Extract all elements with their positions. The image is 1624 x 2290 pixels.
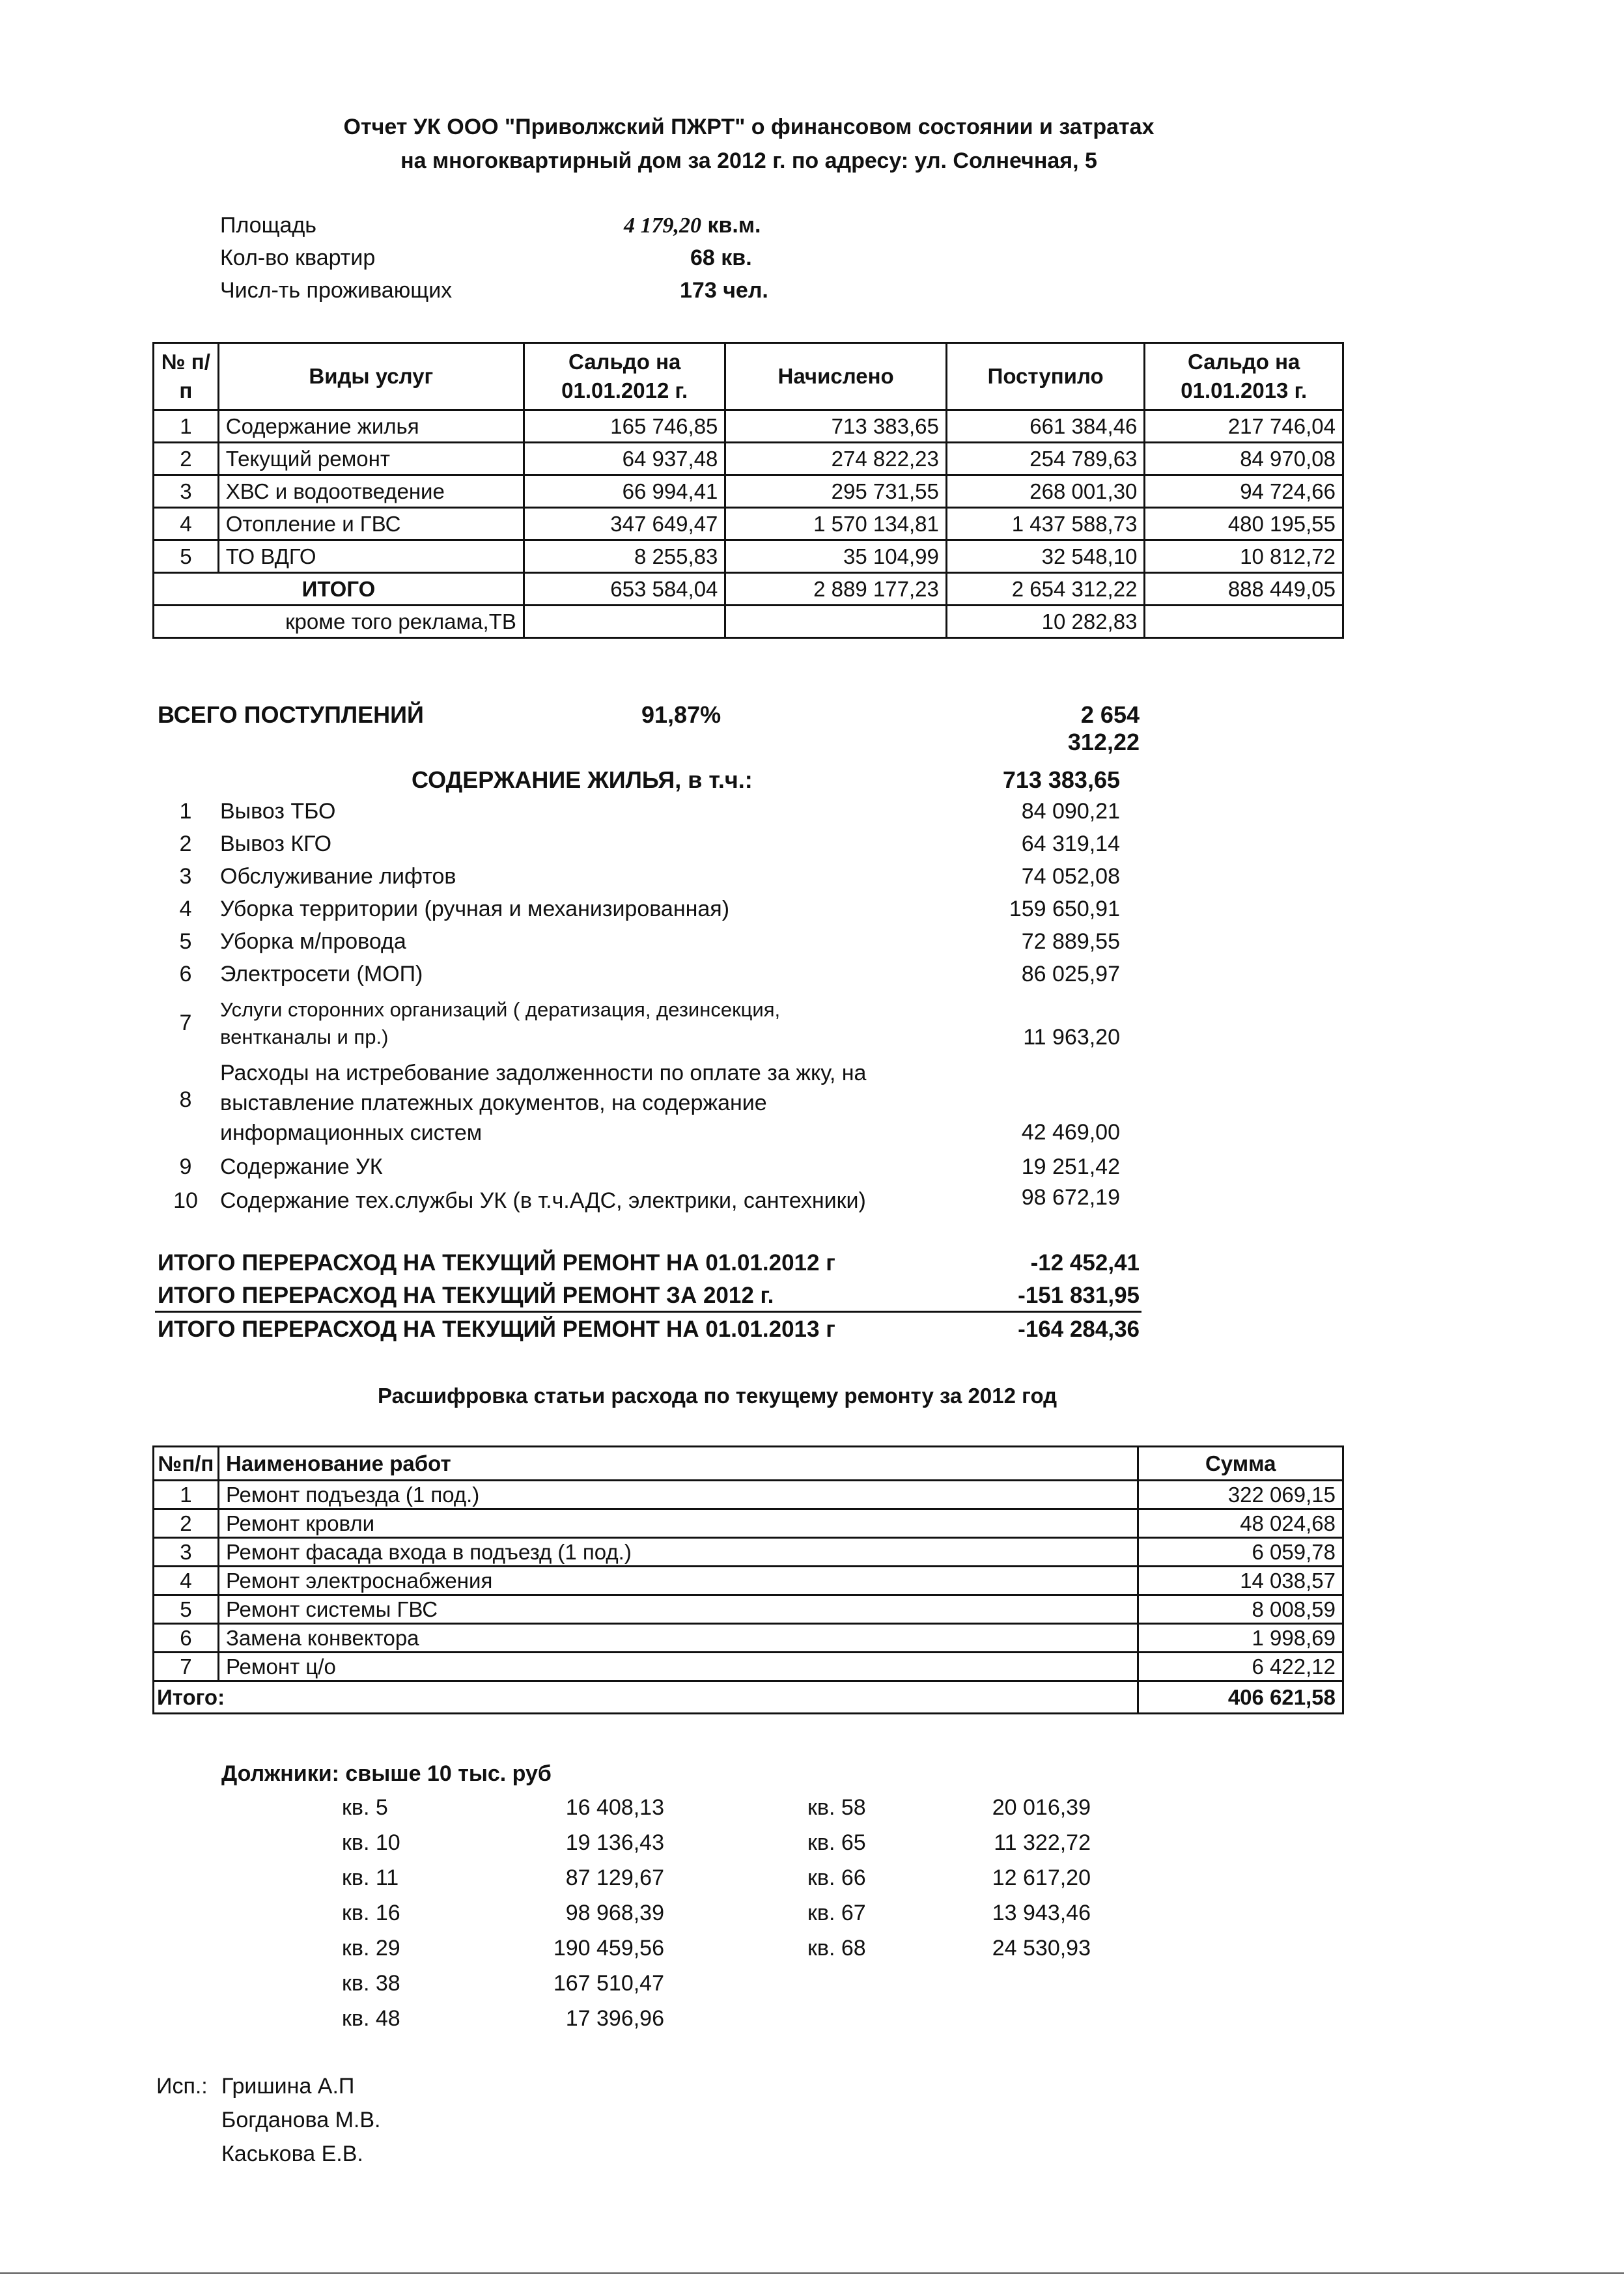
item-number: 7 — [179, 1011, 192, 1035]
total-balance-2012: 653 584,04 — [524, 573, 725, 606]
debtor-apartment: кв. 58 — [807, 1795, 866, 1820]
item-number: 1 — [179, 799, 192, 824]
debtor-apartment: кв. 38 — [342, 1971, 400, 1996]
item-amount: 98 672,19 — [1021, 1185, 1120, 1210]
row-number: 6 — [154, 1624, 219, 1653]
advertising-received: 10 282,83 — [946, 606, 1145, 638]
row-number: 2 — [154, 1509, 219, 1538]
item-name: Услуги сторонних организаций ( дератизация, дезинсекция, вентканалы и пр.) — [220, 998, 781, 1048]
table-row — [154, 475, 1343, 508]
advertising-label: кроме того реклама,ТВ — [154, 606, 524, 638]
charged: 274 822,23 — [725, 443, 946, 475]
debtor-amount: 190 459,56 — [553, 1936, 664, 1961]
balance-2013: 84 970,08 — [1145, 443, 1343, 475]
item-name: Содержание УК — [220, 1154, 383, 1179]
report-title-line1: Отчет УК ООО "Приволжский ПЖРТ" о финансовом состоянии и затратах — [343, 115, 1155, 139]
row-number: 3 — [154, 1538, 219, 1567]
row-number: 7 — [154, 1653, 219, 1681]
debtor-amount: 87 129,67 — [565, 1865, 664, 1890]
work-amount: 14 038,57 — [1138, 1567, 1343, 1595]
item-amount: 19 251,42 — [1021, 1154, 1120, 1179]
debtor-apartment: кв. 16 — [342, 1901, 400, 1925]
row-number: 4 — [154, 1567, 219, 1595]
received: 32 548,10 — [946, 540, 1145, 573]
item-name: Расходы на истребование задолженности по оплате за жку, на выставление платежных документов, на содержание информационных систем — [220, 1061, 867, 1145]
item-amount: 11 963,20 — [1023, 1025, 1120, 1050]
receipts-amount: 2 654 312,22 — [1067, 701, 1140, 755]
col-header-balance-2012: Сальдо на 01.01.2012 г. — [524, 343, 725, 410]
work-amount: 6 422,12 — [1138, 1653, 1343, 1681]
item-amount: 64 319,14 — [1021, 831, 1120, 856]
table-row — [154, 410, 1343, 443]
receipts-percent: 91,87% — [641, 701, 721, 728]
total-received: 2 654 312,22 — [946, 573, 1145, 606]
advertising-row — [154, 606, 1343, 638]
row-number: 1 — [154, 1481, 219, 1509]
charged: 713 383,65 — [725, 410, 946, 443]
table-row — [154, 1595, 1343, 1624]
col-header-number: № п/п — [154, 343, 219, 410]
service-name: Содержание жилья — [218, 410, 524, 443]
item-number: 4 — [179, 897, 192, 921]
repairs-header-row — [154, 1447, 1343, 1481]
table-row — [154, 540, 1343, 573]
service-name: ХВС и водоотведение — [218, 475, 524, 508]
col-header-number: №п/п — [154, 1447, 219, 1481]
debtor-apartment: кв. 5 — [342, 1795, 388, 1820]
balance-2012: 64 937,48 — [524, 443, 725, 475]
work-amount: 8 008,59 — [1138, 1595, 1343, 1624]
row-number: 5 — [154, 1595, 219, 1624]
executors-label: Исп.: — [156, 2074, 208, 2099]
table-row — [154, 1509, 1343, 1538]
overrun-amount: -164 284,36 — [1018, 1317, 1140, 1342]
received: 661 384,46 — [946, 410, 1145, 443]
area-value: 4 179,20 кв.м. — [624, 213, 761, 238]
residents-value: 173 чел. — [680, 278, 768, 303]
overrun-amount: -12 452,41 — [1030, 1250, 1140, 1276]
balance-2013: 10 812,72 — [1145, 540, 1343, 573]
col-header-received: Поступило — [946, 343, 1145, 410]
overrun-label: ИТОГО ПЕРЕРАСХОД НА ТЕКУЩИЙ РЕМОНТ НА 01.01.2013 г — [158, 1317, 835, 1342]
service-name: Текущий ремонт — [218, 443, 524, 475]
row-number: 2 — [154, 443, 219, 475]
received: 268 001,30 — [946, 475, 1145, 508]
debtor-amount: 16 408,13 — [565, 1795, 664, 1820]
empty-cell — [1145, 606, 1343, 638]
apartments-label: Кол-во квартир — [220, 245, 376, 270]
table-row — [154, 443, 1343, 475]
col-header-work-name: Наименование работ — [218, 1447, 1138, 1481]
debtor-apartment: кв. 10 — [342, 1830, 400, 1855]
maintenance-heading: СОДЕРЖАНИЕ ЖИЛЬЯ, в т.ч.: — [412, 766, 753, 793]
repairs-heading: Расшифровка статьи расхода по текущему ремонту за 2012 год — [378, 1384, 1057, 1408]
debtor-apartment: кв. 68 — [807, 1936, 866, 1961]
balance-2013: 94 724,66 — [1145, 475, 1343, 508]
charged: 1 570 134,81 — [725, 508, 946, 540]
item-number: 9 — [179, 1154, 192, 1179]
item-amount: 74 052,08 — [1021, 864, 1120, 889]
charged: 35 104,99 — [725, 540, 946, 573]
item-number: 6 — [179, 962, 192, 986]
empty-cell — [725, 606, 946, 638]
debtor-apartment: кв. 65 — [807, 1830, 866, 1855]
executor-name: Гришина А.П — [221, 2074, 355, 2099]
scan-edge-line — [0, 2272, 1624, 2274]
debtor-amount: 98 968,39 — [565, 1901, 664, 1925]
debtor-apartment: кв. 11 — [342, 1865, 399, 1890]
item-amount: 42 469,00 — [1021, 1120, 1120, 1145]
debtor-amount: 12 617,20 — [992, 1865, 1091, 1890]
balance-2012: 8 255,83 — [524, 540, 725, 573]
service-name: ТО ВДГО — [218, 540, 524, 573]
item-number: 5 — [179, 929, 192, 954]
item-amount: 72 889,55 — [1021, 929, 1120, 954]
item-number: 10 — [173, 1188, 198, 1213]
item-amount: 84 090,21 — [1021, 799, 1120, 824]
received: 254 789,63 — [946, 443, 1145, 475]
debtor-apartment: кв. 66 — [807, 1865, 866, 1890]
item-name: Уборка м/провода — [220, 929, 406, 954]
balance-2013: 480 195,55 — [1145, 508, 1343, 540]
debtor-apartment: кв. 67 — [807, 1901, 866, 1925]
debtor-amount: 13 943,46 — [992, 1901, 1091, 1925]
repairs-total-amount: 406 621,58 — [1138, 1681, 1343, 1714]
repairs-total-row — [154, 1681, 1343, 1714]
balance-2012: 347 649,47 — [524, 508, 725, 540]
total-balance-2013: 888 449,05 — [1145, 573, 1343, 606]
debtor-amount: 11 322,72 — [994, 1830, 1091, 1855]
charged: 295 731,55 — [725, 475, 946, 508]
debtors-heading: Должники: свыше 10 тыс. руб — [221, 1761, 552, 1786]
balance-2012: 66 994,41 — [524, 475, 725, 508]
debtor-amount: 20 016,39 — [992, 1795, 1091, 1820]
services-total-row — [154, 573, 1343, 606]
area-label: Площадь — [220, 213, 317, 238]
debtor-amount: 17 396,96 — [565, 2006, 664, 2031]
table-row — [154, 1481, 1343, 1509]
executor-name: Богданова М.В. — [221, 2108, 381, 2132]
work-name: Ремонт подъезда (1 под.) — [218, 1481, 1138, 1509]
repairs-table — [152, 1445, 1344, 1714]
report-title-line2: на многоквартирный дом за 2012 г. по адресу: ул. Солнечная, 5 — [400, 148, 1097, 173]
row-number: 3 — [154, 475, 219, 508]
item-name: Содержание тех.службы УК (в т.ч.АДС, электрики, сантехники) — [220, 1188, 866, 1213]
work-name: Ремонт ц/о — [218, 1653, 1138, 1681]
residents-label: Числ-ть проживающих — [220, 278, 453, 303]
work-name: Ремонт системы ГВС — [218, 1595, 1138, 1624]
col-header-amount: Сумма — [1138, 1447, 1343, 1481]
balance-2012: 165 746,85 — [524, 410, 725, 443]
table-row — [154, 1624, 1343, 1653]
table-row — [154, 1653, 1343, 1681]
work-name: Ремонт фасада входа в подъезд (1 под.) — [218, 1538, 1138, 1567]
work-amount: 1 998,69 — [1138, 1624, 1343, 1653]
table-row — [154, 1567, 1343, 1595]
overrun-label: ИТОГО ПЕРЕРАСХОД НА ТЕКУЩИЙ РЕМОНТ НА 01.01.2012 г — [158, 1250, 835, 1276]
work-name: Замена конвектора — [218, 1624, 1138, 1653]
debtor-apartment: кв. 29 — [342, 1936, 400, 1961]
work-amount: 6 059,78 — [1138, 1538, 1343, 1567]
service-name: Отопление и ГВС — [218, 508, 524, 540]
table-row — [154, 508, 1343, 540]
work-name: Ремонт кровли — [218, 1509, 1138, 1538]
item-number: 3 — [179, 864, 192, 889]
received: 1 437 588,73 — [946, 508, 1145, 540]
services-header-row — [154, 343, 1343, 410]
item-number: 8 — [179, 1087, 192, 1112]
executor-name: Каськова Е.В. — [221, 2142, 363, 2166]
item-amount: 86 025,97 — [1021, 962, 1120, 986]
work-amount: 48 024,68 — [1138, 1509, 1343, 1538]
col-header-balance-2013: Сальдо на 01.01.2013 г. — [1145, 343, 1343, 410]
debtor-amount: 19 136,43 — [565, 1830, 664, 1855]
work-name: Ремонт электроснабжения — [218, 1567, 1138, 1595]
item-number: 2 — [179, 831, 192, 856]
row-number: 1 — [154, 410, 219, 443]
divider-line — [155, 1311, 1141, 1313]
debtor-amount: 167 510,47 — [553, 1971, 664, 1996]
empty-cell — [524, 606, 725, 638]
item-amount: 159 650,91 — [1009, 897, 1120, 921]
row-number: 5 — [154, 540, 219, 573]
repairs-total-label: Итого: — [154, 1681, 1138, 1714]
table-row — [154, 1538, 1343, 1567]
apartments-value: 68 кв. — [690, 245, 752, 270]
services-table — [152, 342, 1344, 639]
balance-2013: 217 746,04 — [1145, 410, 1343, 443]
col-header-charged: Начислено — [725, 343, 946, 410]
debtor-apartment: кв. 48 — [342, 2006, 400, 2031]
overrun-amount: -151 831,95 — [1018, 1283, 1140, 1308]
item-name: Вывоз ТБО — [220, 799, 336, 824]
maintenance-heading-amount: 713 383,65 — [1002, 766, 1120, 793]
item-name: Обслуживание лифтов — [220, 864, 456, 889]
overrun-label: ИТОГО ПЕРЕРАСХОД НА ТЕКУЩИЙ РЕМОНТ ЗА 2012 г. — [158, 1283, 774, 1308]
receipts-label: ВСЕГО ПОСТУПЛЕНИЙ — [158, 701, 424, 728]
col-header-service: Виды услуг — [218, 343, 524, 410]
item-name: Уборка территории (ручная и механизированная) — [220, 897, 730, 921]
debtor-amount: 24 530,93 — [992, 1936, 1091, 1961]
total-charged: 2 889 177,23 — [725, 573, 946, 606]
item-name: Вывоз КГО — [220, 831, 332, 856]
row-number: 4 — [154, 508, 219, 540]
total-label: ИТОГО — [154, 573, 524, 606]
item-name: Электросети (МОП) — [220, 962, 423, 986]
work-amount: 322 069,15 — [1138, 1481, 1343, 1509]
